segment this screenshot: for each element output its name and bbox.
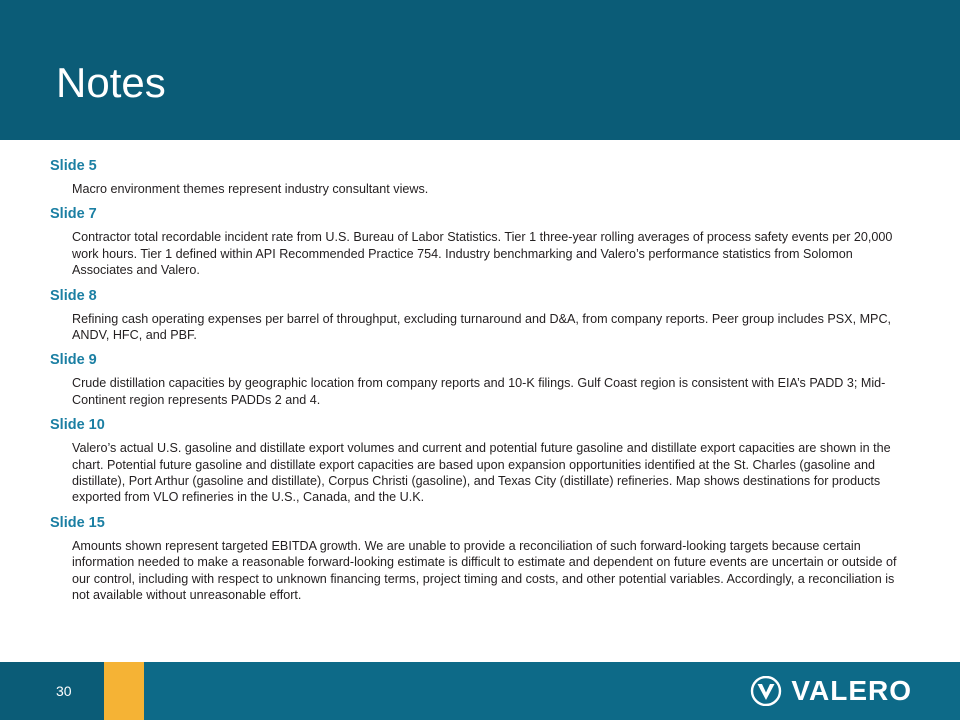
note-heading: Slide 9 xyxy=(50,352,97,369)
page-title: Notes xyxy=(56,59,166,106)
note-group xyxy=(0,287,960,344)
valero-wordmark: VALERO xyxy=(791,675,912,706)
note-group xyxy=(0,351,960,408)
note-heading: Slide 10 xyxy=(50,417,105,434)
note-heading: Slide 15 xyxy=(50,514,105,531)
note-body: Valero’s actual U.S. gasoline and distillate export volumes and current and potential future gasoline and distillate export capacities are shown in the chart. Potential future gasoline and distillate export capacities are based upon expansion opportunities identified at the St. Charles (gasoline and distillate), Port Arthur (gasoline and distillate), Corpus Christi (gasoline), and Texas City (distillate) refineries. Map shows destinations for products exported from VLO refineries in the U.S., Canada, and the U.K. xyxy=(72,441,891,505)
header-divider xyxy=(0,140,960,144)
note-body: Contractor total recordable incident rate from U.S. Bureau of Labor Statistics. Tier 1 three-year rolling averages of process safety events per 20,000 work hours. Tier 1 defined within API Recommended Practice 754. Industry benchmarking and Valero’s performance statistics from Solomon Associates and Valero. xyxy=(72,230,893,278)
note-group xyxy=(0,416,960,506)
note-group xyxy=(0,157,960,197)
note-heading: Slide 8 xyxy=(50,287,97,304)
footer xyxy=(0,662,960,720)
note-group xyxy=(0,205,960,278)
header-band xyxy=(0,0,960,140)
note-heading: Slide 5 xyxy=(50,158,97,174)
valero-v-icon xyxy=(749,676,783,706)
page-number: 30 xyxy=(56,683,72,699)
note-body: Refining cash operating expenses per barrel of throughput, excluding turnaround and D&A, from company reports. Peer group includes PSX, MPC, ANDV, HFC, and PBF. xyxy=(72,311,892,343)
footer-left-block xyxy=(0,662,104,720)
note-heading: Slide 7 xyxy=(50,206,97,223)
footer-accent-block xyxy=(104,662,144,720)
note-group xyxy=(0,514,960,604)
valero-logo xyxy=(749,674,912,708)
note-body: Amounts shown represent targeted EBITDA growth. We are unable to provide a reconciliation of such forward-looking targets because certain information needed to make a reasonable forward-looking estimate is difficult to estimate and dependent on future events are uncertain or outside of our control, including with respect to unknown financing terms, project timing and costs, and other potential variables. Accordingly, a reconciliation is not available without unreasonable effort. xyxy=(72,538,897,603)
note-body: Crude distillation capacities by geographic location from company reports and 10-K filings. Gulf Coast region is consistent with EIA’s PADD 3; Mid-Continent region represents PADDs 2 and 4. xyxy=(72,376,886,407)
notes-content xyxy=(0,148,960,660)
note-body: Macro environment themes represent industry consultant views. xyxy=(72,182,429,196)
